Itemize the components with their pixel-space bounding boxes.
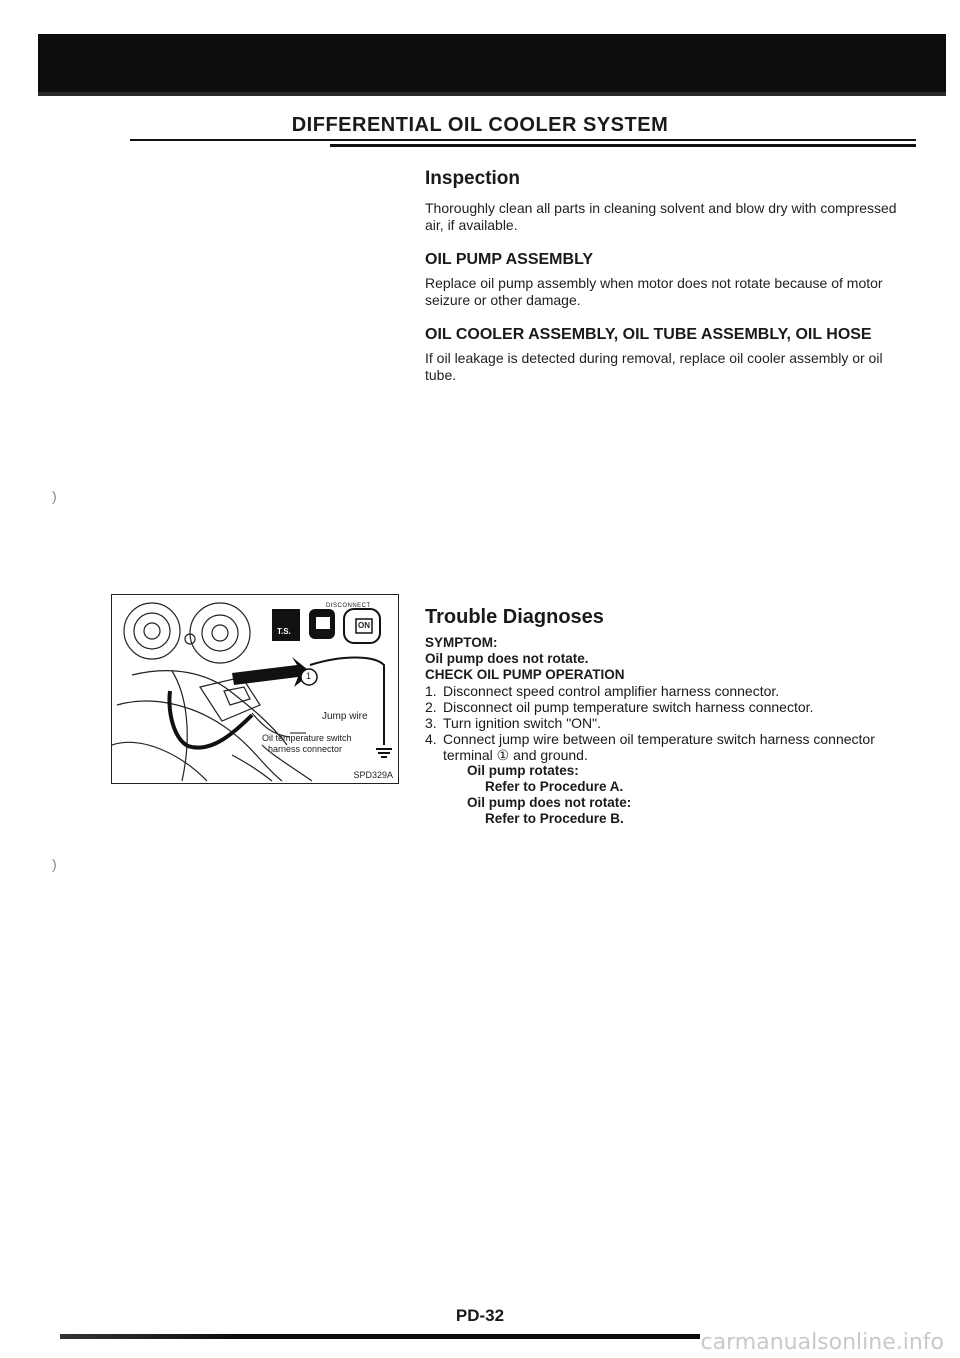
rotates-label: Oil pump rotates: [467, 763, 579, 778]
trouble-heading: Trouble Diagnoses [425, 606, 604, 628]
wiring-figure [111, 594, 399, 784]
switch-label-line1: Oil temperature switch [262, 733, 352, 743]
header-bar [38, 34, 946, 96]
oil-pump-text: Replace oil pump assembly when motor does not rotate because of motor seizure or other damage. [425, 275, 883, 308]
margin-mark: ) [52, 856, 57, 872]
title-rule-thick [330, 144, 916, 147]
engine-illustration [112, 595, 398, 783]
title-rule [130, 139, 916, 141]
trouble-section [425, 606, 915, 827]
disconnect-label: DISCONNECT [326, 603, 371, 609]
oil-pump-heading: OIL PUMP ASSEMBLY [425, 251, 594, 268]
rotates-action: Refer to Procedure A. [485, 779, 624, 794]
jump-wire-label: Jump wire [322, 711, 368, 722]
steps-list [425, 683, 915, 763]
oil-cooler-text: If oil leakage is detected during removal, replace oil cooler assembly or oil tube. [425, 350, 883, 383]
symptom-text: Oil pump does not rotate. [425, 651, 589, 666]
watermark: carmanualsonline.info [700, 1330, 944, 1355]
terminal-label: 1 [306, 671, 312, 681]
list-item: 4. Connect jump wire between oil temperature switch harness connector terminal ① and ground. [425, 731, 875, 763]
page-number: PD-32 [455, 1306, 505, 1325]
inspection-heading: Inspection [425, 168, 521, 189]
margin-mark: ) [52, 488, 57, 504]
ts-label: T.S. [277, 627, 291, 636]
inspection-section [425, 168, 915, 384]
figure-code: SPD329A [353, 770, 393, 780]
on-label: ON [358, 621, 370, 630]
symptom-label: SYMPTOM: [425, 635, 498, 650]
check-heading: CHECK OIL PUMP OPERATION [425, 667, 625, 682]
not-rotate-label: Oil pump does not rotate: [467, 795, 632, 810]
list-item: 2. Disconnect oil pump temperature switch harness connector. [425, 699, 814, 715]
footer-rule [60, 1334, 700, 1339]
oil-cooler-heading: OIL COOLER ASSEMBLY, OIL TUBE ASSEMBLY, OIL HOSE [425, 326, 872, 343]
switch-label-line2: harness connector [268, 744, 343, 754]
inspection-intro: Thoroughly clean all parts in cleaning solvent and blow dry with compressed air, if available. [425, 200, 897, 233]
list-item: 3. Turn ignition switch "ON". [425, 715, 602, 731]
not-rotate-action: Refer to Procedure B. [485, 811, 624, 826]
list-item: 1. Disconnect speed control amplifier harness connector. [425, 683, 780, 699]
section-title: DIFFERENTIAL OIL COOLER SYSTEM [291, 114, 669, 136]
